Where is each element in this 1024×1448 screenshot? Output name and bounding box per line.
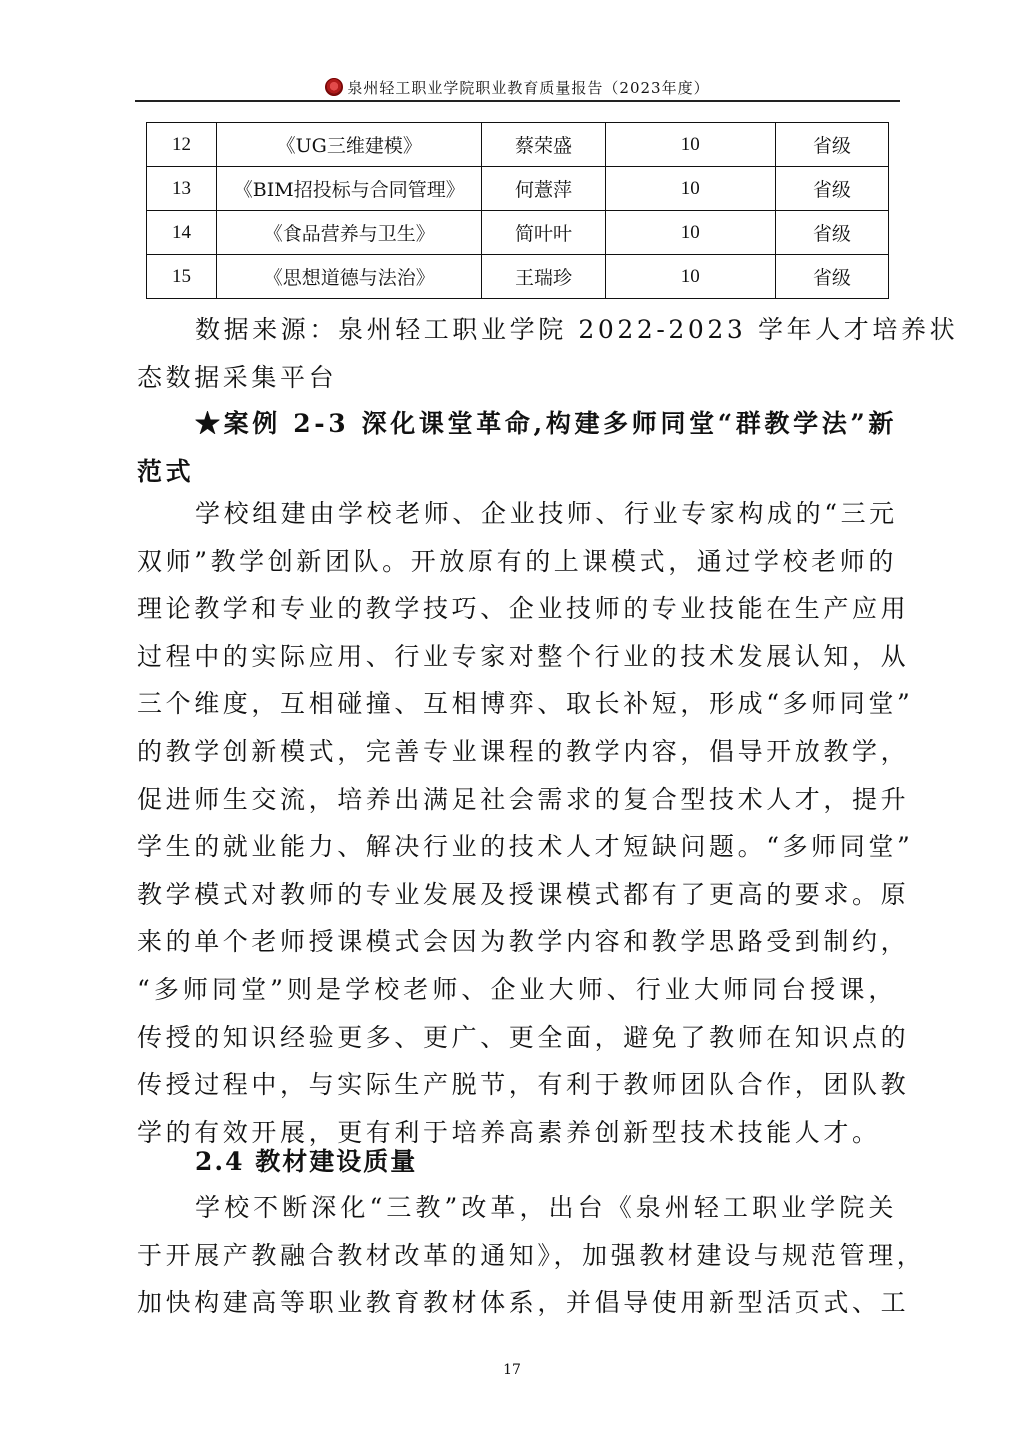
paragraph-line: 传授过程中，与实际生产脱节，有利于教师团队合作，团队教 [137,1070,910,1100]
course-name: 《思想道德与法治》 [217,255,482,299]
table-row [147,123,889,167]
paragraph-line: 三个维度，互相碰撞、互相博弈、取长补短，形成“多师同堂” [137,689,914,719]
course-name: 《BIM招投标与合同管理》 [217,167,482,211]
teacher-name: 王瑞珍 [482,255,605,299]
paragraph-line: 学的有效开展，更有利于培养高素养创新型技术技能人才。 [137,1117,881,1147]
paragraph-line: 传授的知识经验更多、更广、更全面，避免了教师在知识点的 [137,1022,910,1052]
case-title-line-2: 范式 [137,456,195,486]
level-value: 省级 [775,123,888,167]
source-line-2: 态数据采集平台 [137,362,338,392]
hours-value: 10 [605,255,775,299]
row-number: 13 [147,167,217,211]
teacher-name: 何薏萍 [482,167,605,211]
hours-value: 10 [605,211,775,255]
case-paragraph [137,490,914,1156]
case-title-line-1: ★案例 2-3 深化课堂革命,构建多师同堂“群教学法”新 [195,409,897,438]
paragraph-line: 过程中的实际应用、行业专家对整个行业的技术发展认知，从 [137,641,910,671]
paragraph-line: 学校组建由学校老师、企业技师、行业专家构成的“三元 [195,499,898,528]
header-title: 泉州轻工职业学院职业教育质量报告（2023年度） [347,78,710,97]
page-header [135,74,900,102]
hours-value: 10 [605,123,775,167]
row-number: 15 [147,255,217,299]
paragraph-line: “多师同堂”则是学校老师、企业大师、行业大师同台授课， [137,974,897,1004]
teacher-name: 简叶叶 [482,211,605,255]
paragraph-line: 的教学创新模式，完善专业课程的教学内容，倡导开放教学， [137,736,910,766]
source-line-1: 数据来源：泉州轻工职业学院 2022-2023 学年人才培养状 [195,315,959,344]
paragraph-line: 学校不断深化“三教”改革，出台《泉州轻工职业学院关 [195,1193,897,1222]
course-name: 《UG三维建模》 [217,123,482,167]
level-value: 省级 [775,211,888,255]
level-value: 省级 [775,167,888,211]
paragraph-line: 促进师生交流，培养出满足社会需求的复合型技术人才，提升 [137,784,910,814]
textbook-paragraph [137,1184,926,1327]
data-source-note [137,306,959,401]
page-number: 17 [503,1362,521,1378]
table-row [147,167,889,211]
course-name: 《食品营养与卫生》 [217,211,482,255]
school-logo-icon [325,78,343,96]
case-title [137,400,897,495]
row-number: 12 [147,123,217,167]
row-number: 14 [147,211,217,255]
teacher-name: 蔡荣盛 [482,123,605,167]
paragraph-line: 于开展产教融合教材改革的通知》，加强教材建设与规范管理， [137,1240,926,1270]
hours-value: 10 [605,167,775,211]
paragraph-line: 学生的就业能力、解决行业的技术人才短缺问题。“多师同堂” [137,832,914,862]
level-value: 省级 [775,255,888,299]
paragraph-line: 理论教学和专业的教学技巧、企业技师的专业技能在生产应用 [137,594,910,624]
paragraph-line: 教学模式对教师的专业发展及授课模式都有了更高的要求。原 [137,879,910,909]
section-title: 2.4 教材建设质量 [195,1147,418,1176]
table-row [147,211,889,255]
paragraph-line: 加快构建高等职业教育教材体系，并倡导使用新型活页式、工 [137,1288,910,1318]
paragraph-line: 双师”教学创新团队。开放原有的上课模式，通过学校老师的 [137,546,897,576]
course-table [146,122,889,299]
paragraph-line: 来的单个老师授课模式会因为教学内容和教学思路受到制约， [137,927,910,957]
table-row [147,255,889,299]
